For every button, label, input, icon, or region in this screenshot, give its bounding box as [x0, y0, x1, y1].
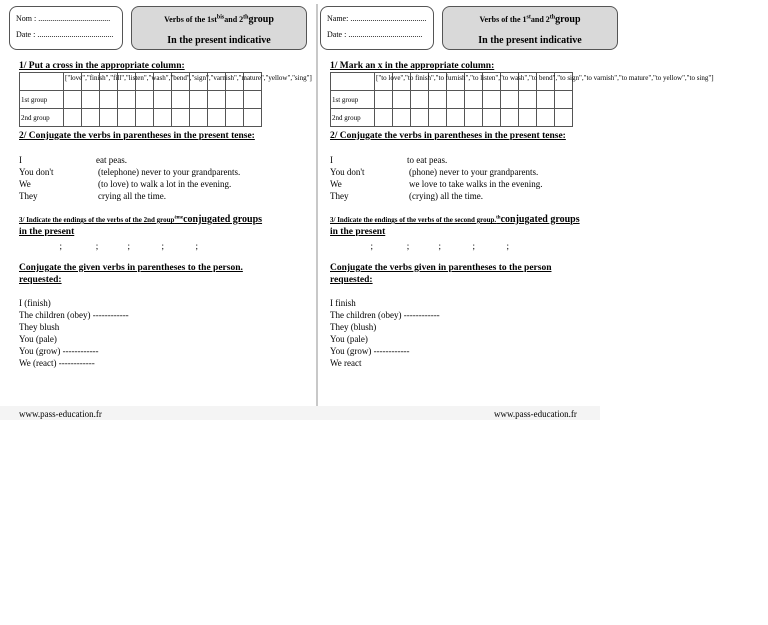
- sentence-subject: We: [330, 179, 342, 189]
- name-date-box: [320, 6, 434, 50]
- verb-list: ["love","finish","fill","listen","wash","bend","sign","varnish","mature","yellow","sing"]: [65, 74, 312, 82]
- title-line1: Verbs of the $1st^{bis}and$ 2thgroup: [164, 14, 274, 25]
- sentence-rest: (telephone) never to your grandparents.: [98, 167, 241, 177]
- name-date-box: [9, 6, 123, 50]
- title-box: [442, 6, 618, 50]
- conjugate-item: They (blush): [330, 322, 377, 332]
- question-4: Conjugate the given verbs in parentheses to the person.: [19, 263, 243, 273]
- name-field[interactable]: Nom : ....................................: [16, 14, 111, 23]
- sentence-rest: (to love) to walk a lot in the evening.: [98, 179, 232, 189]
- row-label-2nd-group: 2nd group: [331, 109, 375, 127]
- title-line1: Verbs of the 1stand 2thgroup: [479, 14, 581, 25]
- sentence-subject: They: [19, 191, 38, 201]
- title-line2: In the present indicative: [167, 35, 271, 46]
- question-3-line2: in the present: [19, 227, 75, 237]
- date-field[interactable]: Date : ......................................: [16, 30, 114, 39]
- sentence-rest: (crying) all the time.: [409, 191, 483, 201]
- table-row: [20, 109, 262, 127]
- question-1: 1/ Put a cross in the appropriate column:: [19, 61, 185, 71]
- verb-list: ["to love","to finish","to furnish","to listen","to wash","to bend","to sign","to varnish","to mature","to yellow","to sing"]: [376, 74, 714, 82]
- conjugate-item: You (grow) ------------: [19, 346, 99, 356]
- sentence-subject: They: [330, 191, 349, 201]
- table-row: [331, 91, 573, 109]
- worksheet-left: [9, 0, 318, 420]
- conjugate-item: You (pale): [330, 334, 368, 344]
- question-4-line2: requested:: [330, 275, 373, 285]
- question-2: 2/ Conjugate the verbs in parentheses in the present tense:: [19, 131, 255, 141]
- sentence-subject: We: [19, 179, 31, 189]
- footer-url[interactable]: www.pass-education.fr: [494, 409, 577, 419]
- date-field[interactable]: Date : .....................................: [327, 30, 423, 39]
- worksheet-right: [320, 0, 714, 420]
- conjugate-item: We react: [330, 358, 362, 368]
- row-label-1st-group: 1st group: [331, 91, 375, 109]
- row-label-2nd-group: 2nd group: [20, 109, 64, 127]
- table-row: [331, 109, 573, 127]
- conjugate-item: They blush: [19, 322, 60, 332]
- sentence-rest: (phone) never to your grandparents.: [409, 167, 539, 177]
- footer-url[interactable]: www.pass-education.fr: [19, 409, 102, 419]
- sentence-subject: I: [330, 155, 333, 165]
- conjugate-item: The children (obey) ------------: [19, 310, 129, 320]
- table-row: [20, 91, 262, 109]
- conjugate-item: I (finish): [19, 298, 51, 308]
- sentence-subject: You don't: [330, 167, 365, 177]
- conjugate-item: I finish: [330, 298, 356, 308]
- conjugate-item: The children (obey) ------------: [330, 310, 440, 320]
- sentence-subject: I: [19, 155, 22, 165]
- question-3-line2: in the present: [330, 227, 386, 237]
- question-1: 1/ Mark an x in the appropriate column:: [330, 61, 495, 71]
- name-field[interactable]: Name: ......................................: [327, 14, 427, 23]
- sentence-rest: eat peas.: [96, 155, 127, 165]
- title-box: [131, 6, 307, 50]
- question-4: Conjugate the verbs given in parentheses to the person: [330, 263, 552, 273]
- question-3: 3/ Indicate the endings of the verbs of the 2nd group$^{ème}$conjugated groups: [19, 214, 263, 225]
- sentence-rest: we love to take walks in the evening.: [409, 179, 543, 189]
- question-4-line2: requested:: [19, 275, 62, 285]
- sentence-rest: to eat peas.: [407, 155, 448, 165]
- sentence-subject: You don't: [19, 167, 54, 177]
- question-2: 2/ Conjugate the verbs in parentheses in the present tense:: [330, 131, 566, 141]
- endings-answer-line: ; ; ; ; ;: [19, 241, 199, 251]
- endings-answer-line: ; ; ; ; ;: [330, 241, 510, 251]
- row-label-1st-group: 1st group: [20, 91, 64, 109]
- conjugate-item: You (grow) ------------: [330, 346, 410, 356]
- conjugate-item: You (pale): [19, 334, 57, 344]
- title-line2: In the present indicative: [478, 35, 582, 46]
- question-3: 3/ Indicate the endings of the verbs of the second group.$^{th}$conjugated groups: [330, 214, 580, 225]
- conjugate-item: We (react) ------------: [19, 358, 95, 368]
- sentence-rest: crying all the time.: [98, 191, 166, 201]
